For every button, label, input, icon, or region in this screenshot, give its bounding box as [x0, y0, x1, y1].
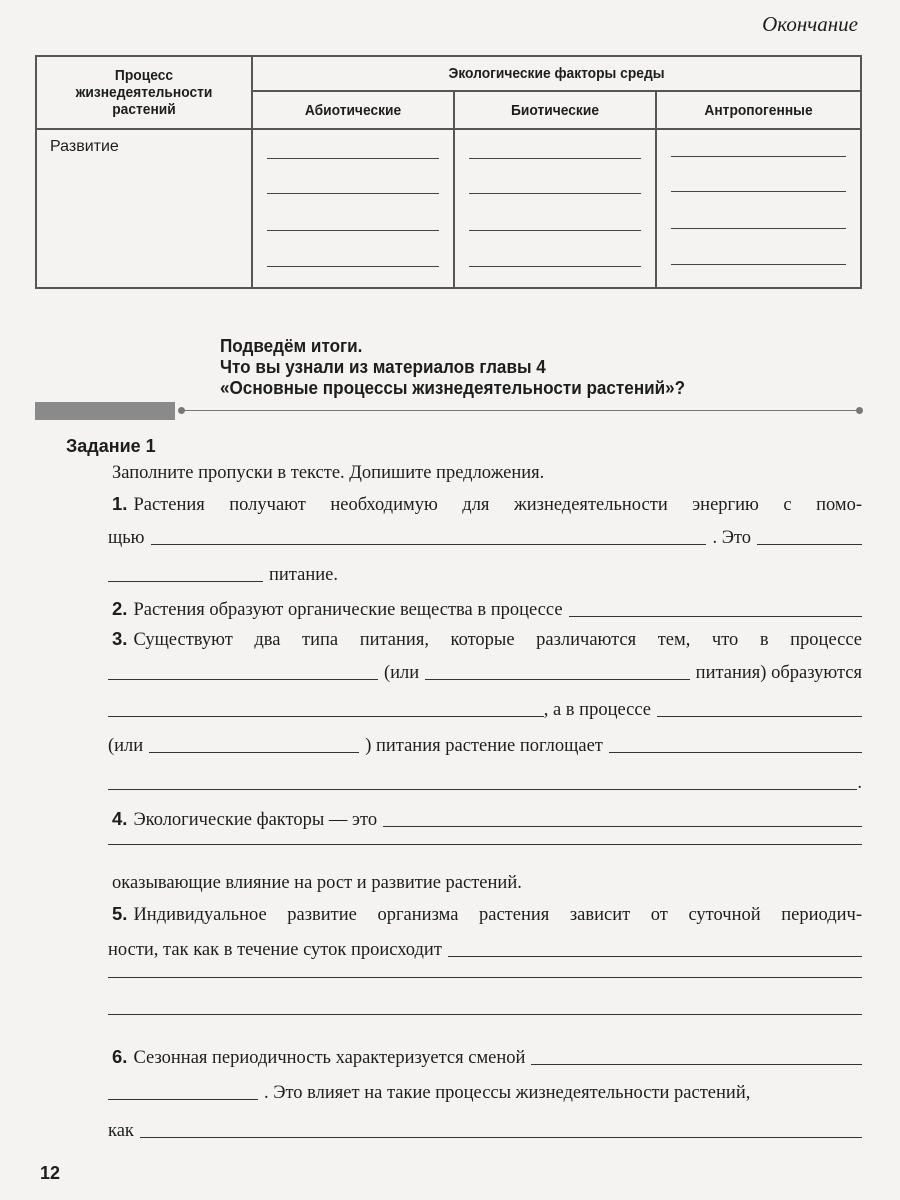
answer-blank[interactable] [267, 158, 439, 159]
answer-blank[interactable] [267, 193, 439, 194]
item-number: 3. [112, 628, 128, 649]
rule-dot [856, 407, 863, 414]
item-number: 6. [112, 1046, 128, 1067]
answer-blank[interactable] [108, 788, 857, 790]
item-1-line [112, 493, 862, 516]
process-header: Процесс жизнедеятельности растений [45, 56, 244, 129]
task-title: Задание 1 [66, 436, 156, 456]
column-header: Биотические [462, 91, 648, 129]
text: щью [108, 528, 145, 548]
answer-blank[interactable] [425, 678, 689, 680]
answer-blank[interactable] [671, 228, 846, 229]
text: Существуют два типа питания, которые различаются тем, что в процессе [133, 630, 862, 650]
answer-blank[interactable] [671, 264, 846, 265]
rule-dot [178, 407, 185, 414]
row-label: Развитие [36, 129, 252, 288]
summary-line: Что вы узнали из материалов главы 4 [220, 357, 546, 377]
text: ) питания растение поглощает [365, 736, 603, 756]
text: Сезонная периодичность характеризуется сменой [133, 1048, 526, 1068]
answer-blank[interactable] [108, 1013, 862, 1015]
item-number: 1. [112, 493, 128, 514]
answer-blank[interactable] [469, 193, 641, 194]
answer-blank[interactable] [531, 1063, 862, 1065]
instruction: Заполните пропуски в тексте. Допишите предложения. [112, 463, 545, 483]
answer-blank[interactable] [140, 1136, 862, 1138]
summary-line: Подведём итоги. [220, 336, 363, 356]
column-header: Абиотические [260, 91, 446, 129]
answer-blank[interactable] [149, 751, 359, 753]
answer-blank[interactable] [108, 976, 862, 978]
text: . Это [712, 528, 751, 548]
answer-blank[interactable] [671, 156, 846, 157]
answer-blank[interactable] [671, 191, 846, 192]
answer-blank[interactable] [108, 843, 862, 845]
text: . [857, 773, 862, 793]
eco-factors-table [35, 55, 862, 289]
continuation-label: Окончание [762, 12, 858, 36]
text: Экологические факторы — это [133, 810, 378, 830]
answer-blank[interactable] [108, 1098, 258, 1100]
text: (или [384, 663, 420, 683]
item-number: 5. [112, 903, 128, 924]
section-rule [180, 410, 858, 411]
text: Растения получают необходимую для жизнедеятельности энергию с помо- [133, 495, 862, 515]
text: . Это влияет на такие процессы жизнедеятельности растений, [264, 1083, 751, 1103]
answer-blank[interactable] [108, 715, 544, 717]
text: питания) образуются [695, 663, 862, 683]
answer-blank[interactable] [757, 543, 862, 545]
column-header: Антропогенные [664, 91, 853, 129]
section-bar [35, 402, 175, 420]
summary-line: «Основные процессы жизнедеятельности растений»? [220, 378, 686, 398]
item-number: 4. [112, 808, 128, 829]
answer-blank[interactable] [448, 955, 862, 957]
answer-blank[interactable] [151, 543, 707, 545]
text: Индивидуальное развитие организма растения зависит от суточной периодич- [133, 905, 862, 925]
answer-blank[interactable] [383, 825, 862, 827]
answer-blank[interactable] [469, 266, 641, 267]
answer-blank[interactable] [469, 158, 641, 159]
text: ности, так как в течение суток происходит [108, 940, 442, 960]
summary-heading [220, 336, 685, 399]
text: Растения образуют органические вещества в процессе [133, 600, 563, 620]
answer-blank[interactable] [267, 230, 439, 231]
answer-blank[interactable] [609, 751, 862, 753]
answer-blank[interactable] [469, 230, 641, 231]
text: (или [108, 736, 144, 756]
text: , а в процессе [543, 700, 651, 720]
text: питание. [269, 565, 338, 585]
text: оказывающие влияние на рост и развитие растений. [112, 873, 522, 893]
page-number: 12 [40, 1163, 61, 1183]
answer-blank[interactable] [267, 266, 439, 267]
item-number: 2. [112, 598, 128, 619]
answer-blank[interactable] [108, 580, 263, 582]
text: как [108, 1121, 134, 1141]
answer-blank[interactable] [108, 678, 378, 680]
answer-blank[interactable] [657, 715, 862, 717]
factors-header: Экологические факторы среды [276, 56, 836, 91]
answer-blank[interactable] [569, 615, 862, 617]
